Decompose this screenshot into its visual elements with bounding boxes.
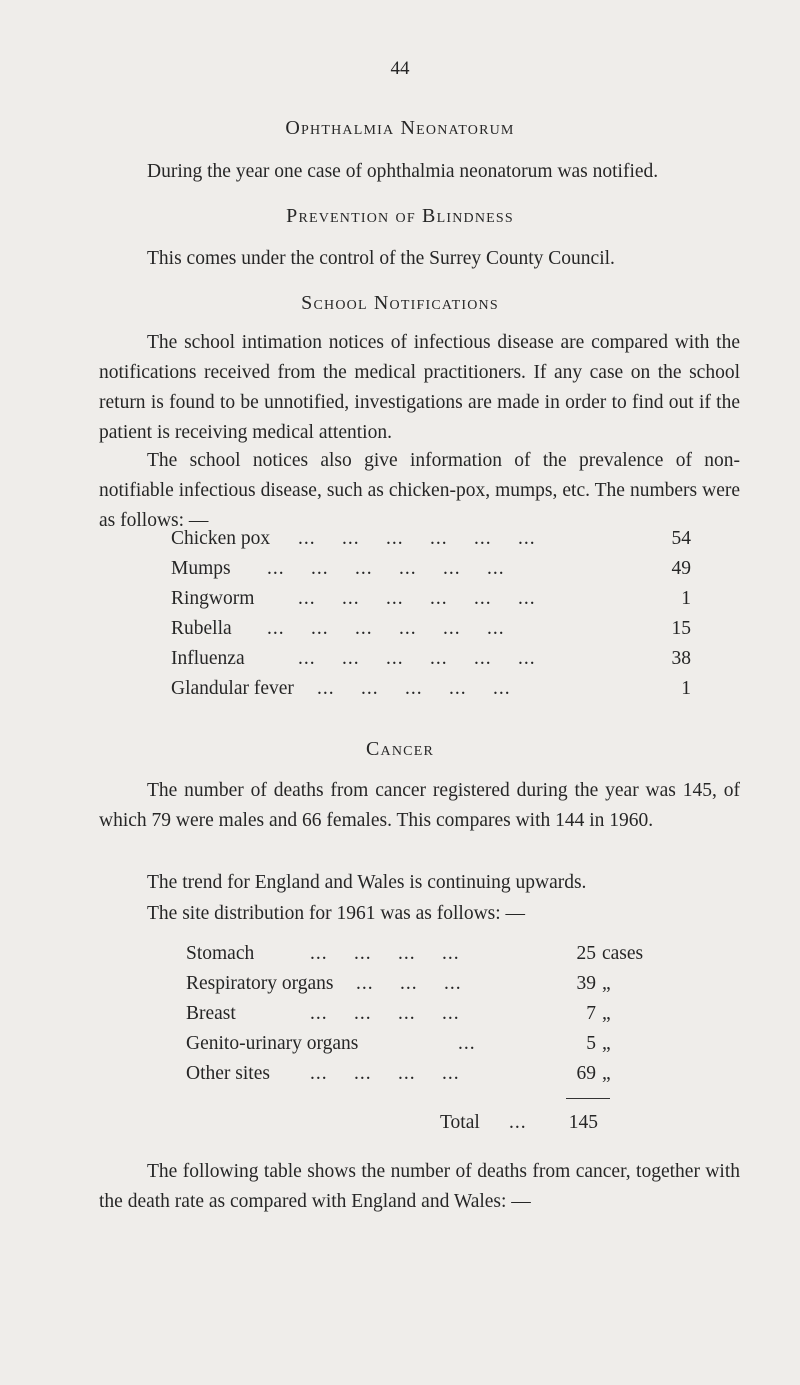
disease-label: Rubella [171,618,232,639]
leader-dots: ... ... ... ... [310,1003,460,1024]
site-row [186,943,656,973]
disease-label: Glandular fever [171,678,294,699]
site-row [186,1003,656,1033]
blindness-text: This comes under the control of the Surrey County Council. [147,248,615,269]
site-count: 25 [576,943,596,964]
disease-label: Chicken pox [171,528,271,549]
site-label: Respiratory organs [186,973,334,994]
cancer-closing-paragraph: The following table shows the number of deaths from cancer, together with the death rate as compared with England and Wales: — [99,1161,740,1212]
site-unit: „ [602,1063,611,1084]
disease-row [171,528,691,558]
leader-dots: ... ... ... ... [310,943,460,964]
disease-count: 49 [671,558,691,579]
site-unit: „ [602,1033,611,1054]
disease-count: 38 [671,648,691,669]
disease-row [171,558,691,588]
site-count: 69 [576,1063,596,1084]
disease-label: Influenza [171,648,245,669]
site-count: 7 [586,1003,596,1024]
page-number: 44 [390,58,410,79]
total-rule [566,1098,610,1099]
site-row [186,973,656,1003]
leader-dots: ... ... ... ... ... ... [298,588,536,609]
school-paragraph-2: The school notices also give information of the prevalence of non-notifiable infectious disease, such as chicken-pox, mumps, etc. The numbers were as follows: — [99,450,740,531]
leader-dots: ... ... ... ... ... ... [298,528,536,549]
disease-row [171,678,691,708]
heading-prevention-of-blindness: Prevention of Blindness [286,205,514,227]
heading-school-notifications: School Notifications [301,292,499,314]
cancer-site-intro: The site distribution for 1961 was as follows: — [147,903,526,924]
heading-cancer: Cancer [366,738,434,760]
leader-dots: ... ... ... [356,973,462,994]
total-label: Total [440,1112,480,1133]
site-unit: „ [602,1003,611,1024]
site-unit: cases [602,943,644,964]
disease-row [171,588,691,618]
cancer-trend-line: The trend for England and Wales is continuing upwards. [147,872,587,893]
site-unit: „ [602,973,611,994]
leader-dots: ... ... ... ... ... ... [298,648,536,669]
heading-ophthalmia-neonatorum: Ophthalmia Neonatorum [285,117,515,139]
total-value: 145 [568,1112,598,1133]
leader-dots: ... [458,1033,476,1054]
disease-row [171,618,691,648]
site-label: Breast [186,1003,236,1024]
site-label: Other sites [186,1063,270,1084]
disease-count: 1 [681,588,691,609]
leader-dots: ... ... ... ... ... ... [267,558,505,579]
disease-count: 15 [671,618,691,639]
ophthalmia-text: During the year one case of ophthalmia neonatorum was notified. [147,161,659,182]
leader-dots: ... ... ... ... ... [317,678,511,699]
disease-label: Ringworm [171,588,255,609]
school-paragraph-1: The school intimation notices of infectious disease are compared with the notifications received from the medical practitioners. If any case on the school return is found to be unnotified, investigations are made in order to find out if the patient is receiving medical attention. [99,332,740,443]
total-dots: ... [509,1112,527,1133]
site-row [186,1063,656,1093]
site-label: Stomach [186,943,255,964]
disease-count: 54 [671,528,691,549]
cancer-paragraph-1: The number of deaths from cancer registered during the year was 145, of which 79 were males and 66 females. This compares with 144 in 1960. [99,780,740,831]
disease-count: 1 [681,678,691,699]
leader-dots: ... ... ... ... [310,1063,460,1084]
leader-dots: ... ... ... ... ... ... [267,618,505,639]
disease-row [171,648,691,678]
site-count: 5 [586,1033,596,1054]
site-label: Genito-urinary organs [186,1033,359,1054]
site-count: 39 [576,973,596,994]
disease-label: Mumps [171,558,231,579]
site-row [186,1033,656,1063]
